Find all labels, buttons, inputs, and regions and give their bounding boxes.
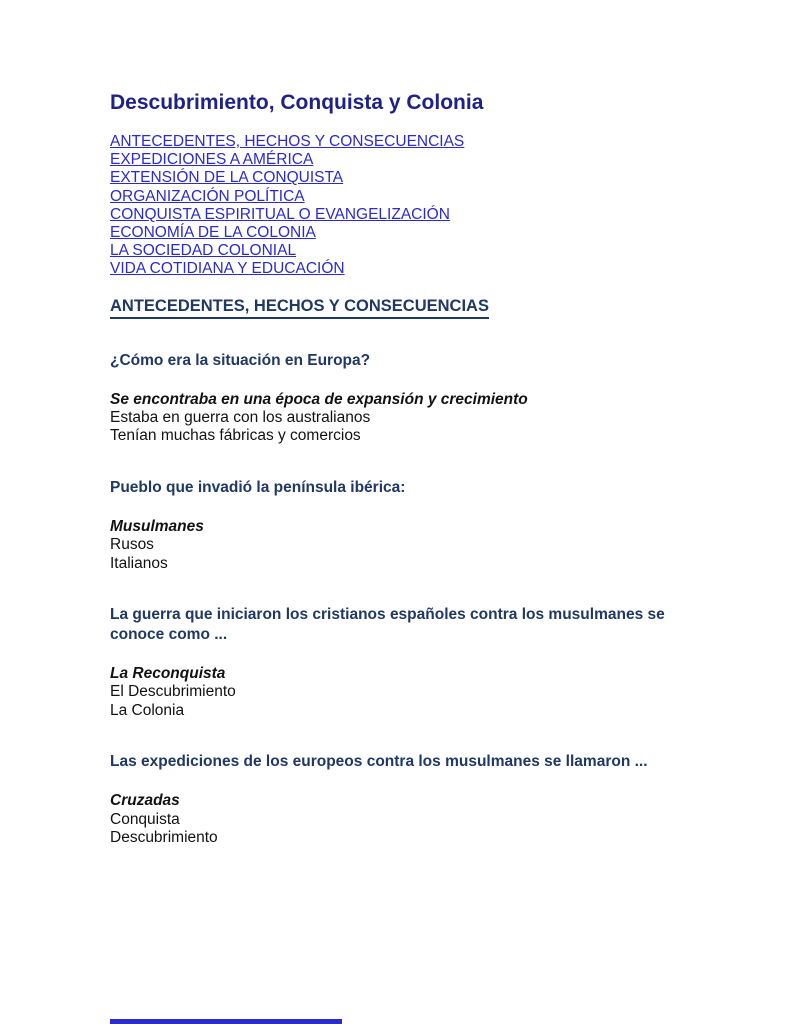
correct-answer: Cruzadas (110, 792, 180, 810)
toc-link-economia[interactable]: ECONOMÍA DE LA COLONIA (110, 224, 316, 242)
answer-option: Tenían muchas fábricas y comercios (110, 427, 361, 445)
answer-option: Rusos (110, 536, 154, 554)
answer-list (110, 665, 688, 720)
cutoff-next-heading[interactable] (110, 1019, 342, 1024)
document-content (110, 92, 688, 848)
correct-answer: Musulmanes (110, 517, 204, 535)
qa-block-pueblo-invasor (110, 478, 688, 573)
table-of-contents (110, 133, 688, 279)
correct-answer: La Reconquista (110, 665, 226, 683)
question-text: Las expediciones de los europeos contra los musulmanes se llamaron ... (110, 753, 648, 771)
answer-option: Italianos (110, 554, 168, 572)
question-text: ¿Cómo era la situación en Europa? (110, 351, 371, 369)
section-heading-wrap (110, 296, 688, 319)
qa-block-europa (110, 351, 688, 446)
answer-list (110, 518, 688, 573)
qa-block-expediciones-europeos (110, 752, 688, 847)
toc-link-sociedad[interactable]: LA SOCIEDAD COLONIAL (110, 242, 297, 260)
toc-link-extension[interactable]: EXTENSIÓN DE LA CONQUISTA (110, 169, 344, 187)
toc-link-expediciones[interactable]: EXPEDICIONES A AMÉRICA (110, 151, 314, 169)
question-text: La guerra que iniciaron los cristianos españoles contra los musulmanes se conoce como ... (110, 606, 665, 644)
toc-link-conquista-espiritual[interactable]: CONQUISTA ESPIRITUAL O EVANGELIZACIÓN (110, 205, 450, 223)
page-title: Descubrimiento, Conquista y Colonia (110, 91, 484, 114)
answer-option: Estaba en guerra con los australianos (110, 409, 371, 427)
answer-option: Descubrimiento (110, 829, 218, 847)
toc-link-vida-cotidiana[interactable]: VIDA COTIDIANA Y EDUCACIÓN (110, 260, 345, 278)
question-text: Pueblo que invadió la península ibérica: (110, 478, 406, 496)
answer-option: Conquista (110, 810, 180, 828)
answer-option: El Descubrimiento (110, 683, 236, 701)
answer-option: La Colonia (110, 701, 185, 719)
answer-list (110, 391, 688, 446)
correct-answer: Se encontraba en una época de expansión y crecimiento (110, 390, 528, 408)
toc-link-antecedentes[interactable]: ANTECEDENTES, HECHOS Y CONSECUENCIAS (110, 133, 465, 150)
qa-block-guerra-cristianos (110, 605, 688, 720)
section-heading: ANTECEDENTES, HECHOS Y CONSECUENCIAS (110, 296, 489, 319)
toc-link-organizacion[interactable]: ORGANIZACIÓN POLÍTICA (110, 187, 305, 205)
answer-list (110, 792, 688, 847)
